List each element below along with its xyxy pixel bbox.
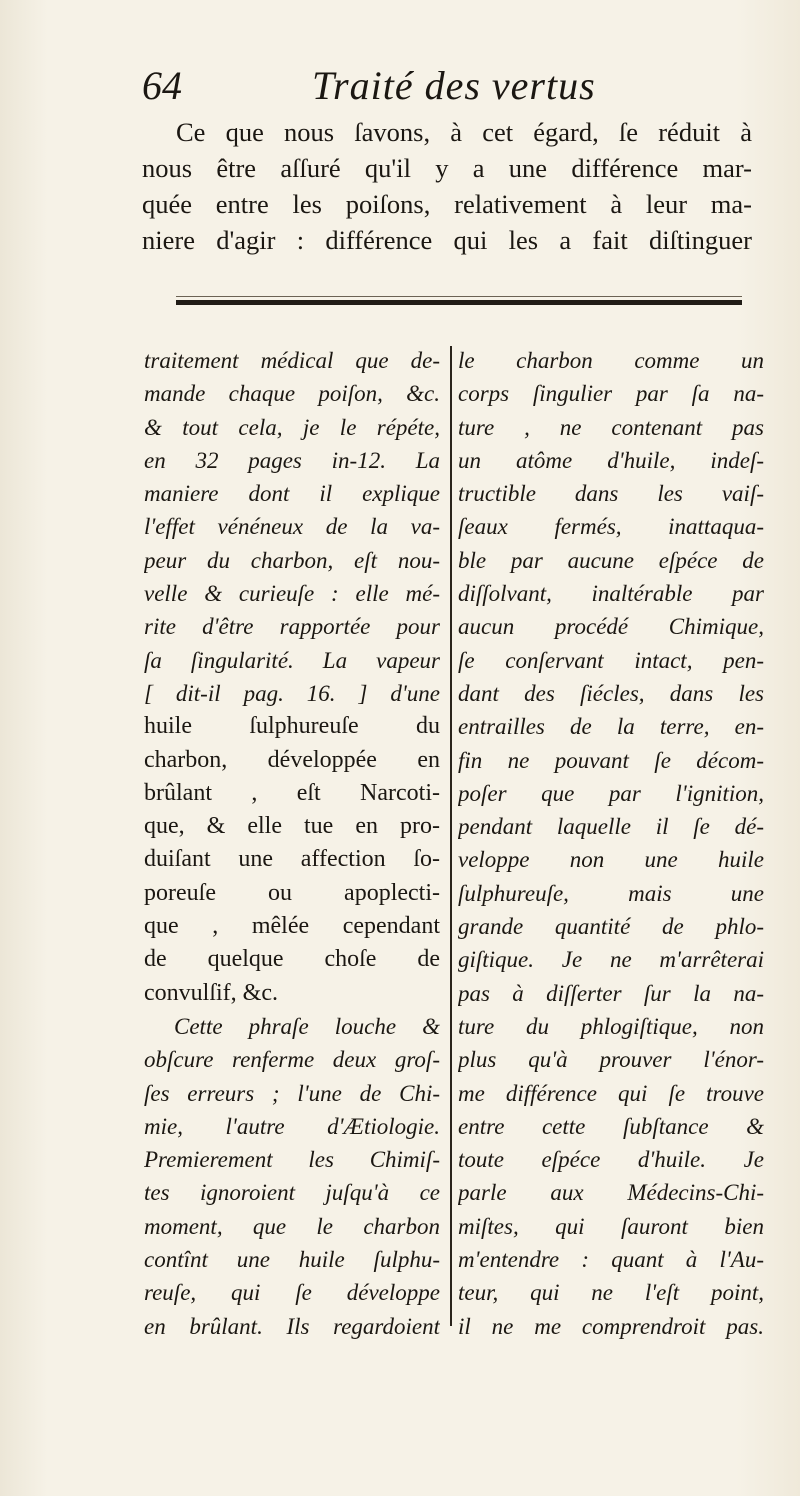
footnote-line: en brûlant. Ils regardoient <box>144 1313 440 1339</box>
footnote-line: ſe conſervant intact, pen- <box>458 647 764 673</box>
footnote-line: teur, qui ne l'eſt point, <box>458 1280 764 1306</box>
footnote-line: parle aux Médecins-Chi- <box>458 1180 764 1206</box>
footnote-line: moment, que le charbon <box>144 1213 440 1239</box>
footnote-line: maniere dont il explique <box>144 481 440 507</box>
section-rule-thin <box>176 296 742 297</box>
footnote-line: diſſolvant, inaltérable par <box>458 581 764 607</box>
footnote-line: m'entendre : quant à l'Au- <box>458 1247 764 1273</box>
footnote-line: tructible dans les vaiſ- <box>458 481 764 507</box>
footnote-line: giſtique. Je ne m'arrêterai <box>458 947 764 973</box>
footnote-line: ſa ſingularité. La vapeur <box>144 647 440 673</box>
column-divider <box>450 346 452 1326</box>
footnote-line: que, & elle tue en pro- <box>144 813 440 840</box>
footnote-line: ture du phlogiſtique, non <box>458 1013 764 1039</box>
footnote-column-left <box>144 344 440 1343</box>
footnote-line: ble par aucune eſpéce de <box>458 547 764 573</box>
footnote-line: grande quantité de phlo- <box>458 914 764 940</box>
intro-paragraph <box>142 114 752 258</box>
intro-line: quée entre les poiſons, relativement à leur ma- <box>142 189 752 219</box>
footnote-line: de quelque choſe de <box>144 946 440 973</box>
footnote-line: huile ſulphureuſe du <box>144 713 440 740</box>
page-header <box>142 62 762 116</box>
running-title: Traité des vertus <box>312 63 596 108</box>
footnote-line: [ dit-il pag. 16. ] d'une <box>144 680 440 706</box>
footnote-line: tes ignoroient juſqu'à ce <box>144 1180 440 1206</box>
footnote-line: l'effet vénéneux de la va- <box>144 514 440 540</box>
footnote-line: poreuſe ou apoplecti- <box>144 879 440 906</box>
footnote-line: toute eſpéce d'huile. Je <box>458 1147 764 1173</box>
intro-line: nous être aſſuré qu'il y a une différence mar- <box>142 153 752 183</box>
footnote-line: ſulphureuſe, mais une <box>458 880 764 906</box>
footnote-line: que , mêlée cependant <box>144 913 440 940</box>
footnote-line: aucun procédé Chimique, <box>458 614 764 640</box>
footnote-line: rite d'être rapportée pour <box>144 614 440 640</box>
footnote-line: velle & curieuſe : elle mé- <box>144 581 440 607</box>
footnote-line: & tout cela, je le répéte, <box>144 414 440 440</box>
footnote-line: il ne me comprendroit pas. <box>458 1313 764 1339</box>
footnote-line: traitement médical que de- <box>144 348 440 373</box>
footnote-line: ſeaux fermés, inattaqua- <box>458 514 764 540</box>
footnote-line: contînt une huile ſulphu- <box>144 1247 440 1273</box>
footnote-line: convulſif, &c. <box>144 979 278 1006</box>
footnote-line: pendant laquelle il ſe dé- <box>458 814 764 840</box>
footnote-line: peur du charbon, eſt nou- <box>144 547 440 573</box>
footnote-line: ſes erreurs ; l'une de Chi- <box>144 1080 440 1106</box>
footnote-line: obſcure renferme deux groſ- <box>144 1047 440 1073</box>
footnote-line: en 32 pages in-12. La <box>144 447 440 473</box>
footnote-line: corps ſingulier par ſa na- <box>458 381 764 407</box>
footnote-line: reuſe, qui ſe développe <box>144 1280 440 1306</box>
footnote-line: ture , ne contenant pas <box>458 414 764 440</box>
footnote-line: plus qu'à prouver l'énor- <box>458 1047 764 1073</box>
footnote-line: Cette phraſe louche & <box>174 1013 440 1039</box>
footnote-line: Premierement les Chimiſ- <box>144 1147 440 1173</box>
footnote-line: un atôme d'huile, indeſ- <box>458 447 764 473</box>
footnote-line: poſer que par l'ignition, <box>458 780 764 806</box>
footnote-line: brûlant , eſt Narcoti- <box>144 779 440 806</box>
footnote-line: entre cette ſubſtance & <box>458 1113 764 1139</box>
footnote-line: duiſant une affection ſo- <box>144 846 440 873</box>
footnote-line: fin ne pouvant ſe décom- <box>458 747 764 773</box>
footnote-line: dant des ſiécles, dans les <box>458 680 764 706</box>
footnote-line: le charbon comme un <box>458 348 764 373</box>
intro-line: niere d'agir : différence qui les a fait diſtinguer <box>142 225 752 255</box>
footnote-column-right <box>458 344 764 1343</box>
footnote-line: mande chaque poiſon, &c. <box>144 381 440 407</box>
footnote-line: charbon, développée en <box>144 746 440 773</box>
footnote-line: mie, l'autre d'Ætiologie. <box>144 1113 440 1139</box>
footnote-line: me différence qui ſe trouve <box>458 1080 764 1106</box>
intro-line: Ce que nous ſavons, à cet égard, ſe réduit à <box>176 117 752 147</box>
page-number: 64 <box>142 63 182 108</box>
footnote-line: pas à diſſerter ſur la na- <box>458 980 764 1006</box>
footnote-line: miſtes, qui ſauront bien <box>458 1213 764 1239</box>
footnote-line: veloppe non une huile <box>458 847 764 873</box>
section-rule <box>176 300 742 305</box>
footnote-line: entrailles de la terre, en- <box>458 714 764 740</box>
